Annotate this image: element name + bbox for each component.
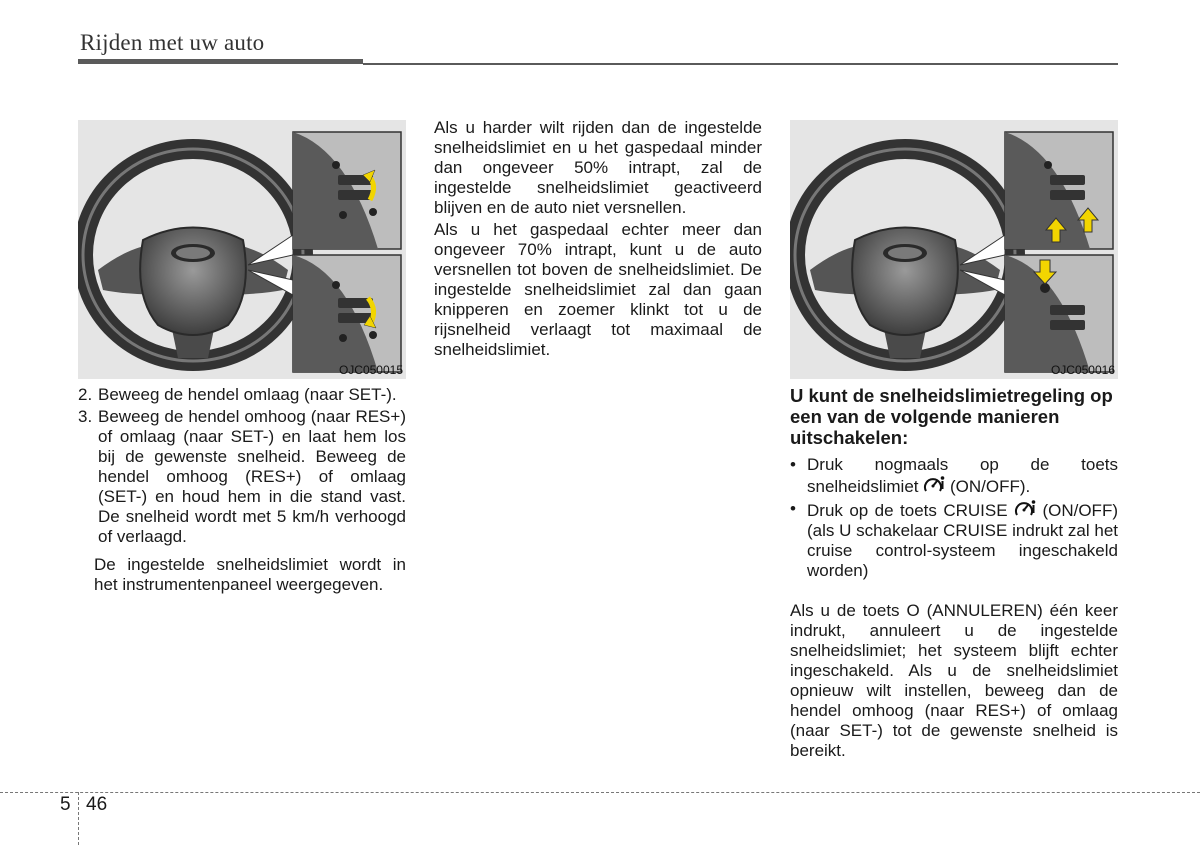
bullet-text-post: (ON/OFF) (als U schakelaar CRUISE indrukt zal het cruise control-systeem ingeschakeld worden) (807, 501, 1118, 580)
figure-code-right: OJC050016 (1050, 363, 1115, 377)
inset-top-right (1005, 132, 1113, 249)
page-number: 46 (86, 794, 108, 815)
middle-paragraph-2: Als u het gaspedaal echter meer dan ongeveer 70% intrapt, kunt u de auto versnellen tot boven de snelheidslimiet. De ingestelde snelheidslimiet zal dan gaan knipperen en zoemer klinkt tot u de rijsnelheid verlaagt tot maximaal de snelheidslimiet. (434, 220, 762, 359)
steering-wheel-illustration (78, 120, 406, 379)
footer-divider (78, 792, 79, 845)
bullet-text-pre: Druk nogmaals op de toets snelheidslimiet (807, 455, 1118, 496)
step-text: Beweeg de hendel omhoog (naar RES+) of omlaag (naar SET-) en laat hem los bij de gewenste snelheid. Beweeg de hendel omhoog (RES+) of omlaag (SET-) en houd hem in die stand vast. De snelheid wordt met 5 km/h verhoogd of verlaagd. (98, 407, 406, 546)
column-left-steps (78, 385, 406, 595)
section-number: 5 (60, 794, 71, 815)
bullet: • (790, 455, 796, 474)
figure-code-left: OJC050015 (338, 363, 403, 377)
step-text: Beweeg de hendel omlaag (naar SET-). (98, 385, 397, 404)
footer-rule (0, 792, 1200, 793)
list-item (790, 499, 1118, 581)
inset-bottom (293, 255, 401, 372)
figure-steering-wheel-left (78, 120, 406, 379)
header-rule-thick (78, 59, 363, 64)
inset-bottom-right (1005, 255, 1113, 372)
bullet-text-pre: Druk op de toets CRUISE (807, 501, 1008, 520)
cruise-icon (1014, 499, 1036, 519)
header-rule-thin (363, 63, 1118, 65)
figure-steering-wheel-right (790, 120, 1118, 379)
bullet-text-post: (ON/OFF). (945, 477, 1031, 496)
middle-paragraph-1: Als u harder wilt rijden dan de ingestelde snelheidslimiet en u het gaspedaal minder dan ongeveer 50% intrapt, zal de ingestelde snelheidslimiet geactiveerd blijven en de auto niet versnellen. (434, 118, 762, 217)
steering-wheel-illustration-right (790, 120, 1118, 379)
list-item (790, 455, 1118, 497)
speed-limit-icon (923, 475, 945, 495)
step-number: 3. (78, 407, 93, 426)
inset-top (293, 132, 401, 249)
step-number: 2. (78, 385, 93, 404)
header-title: Rijden met uw auto (80, 30, 265, 55)
bullet-text (807, 499, 1118, 581)
left-note: De ingestelde snelheidslimiet wordt in het instrumentenpaneel weergegeven. (94, 555, 406, 594)
list-item (78, 407, 406, 547)
list-item (78, 385, 406, 405)
column-right-bullets (790, 455, 1118, 581)
right-paragraph: Als u de toets O (ANNULEREN) één keer indrukt, annuleert u de ingestelde snelheidslimiet; het systeem blijft echter ingeschakeld. Als u de snelheidslimiet opnieuw wilt instellen, beweeg dan de hendel omhoog (naar RES+) of omlaag (naar SET-) tot de gewenste snelheid is bereikt. (790, 601, 1118, 760)
bullet-text (807, 455, 1118, 497)
column-middle (434, 118, 762, 360)
bullet: • (790, 499, 796, 518)
section-heading: U kunt de snelheidslimietregeling op een van de volgende manieren uitschakelen: (790, 385, 1113, 448)
